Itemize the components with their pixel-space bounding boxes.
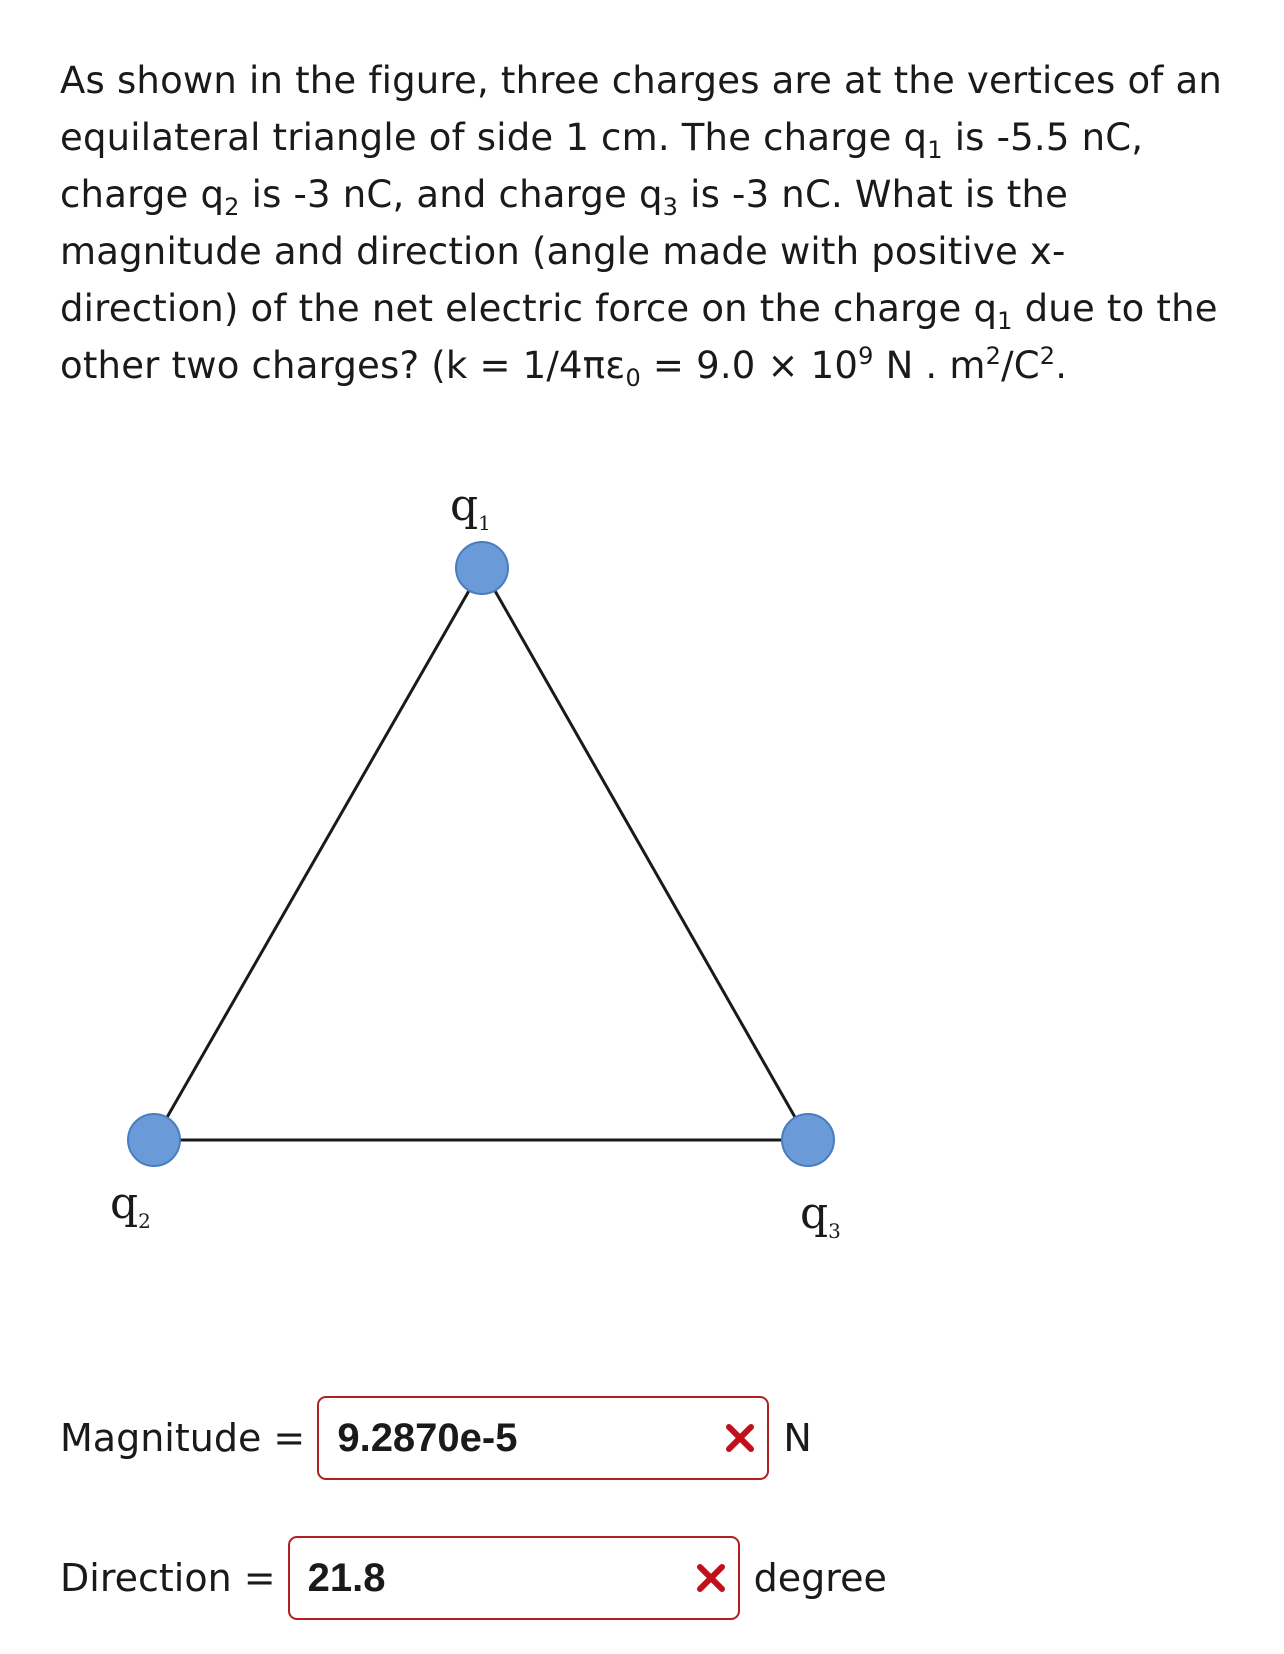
magnitude-row: [60, 1396, 812, 1480]
incorrect-icon: [694, 1561, 728, 1595]
edge-q1-q3: [482, 568, 808, 1140]
edge-q1-q2: [154, 568, 482, 1140]
label-q1: $q_1$: [450, 480, 491, 535]
label-q3: $q_3$: [800, 1188, 841, 1243]
charge-q2-node: [128, 1114, 180, 1166]
direction-row: [60, 1536, 887, 1620]
direction-input[interactable]: [288, 1536, 740, 1620]
magnitude-label: Magnitude =: [60, 1416, 318, 1460]
incorrect-icon: [723, 1421, 757, 1455]
direction-unit: degree: [753, 1556, 887, 1600]
triangle-figure: [0, 470, 1284, 1250]
charge-q1-node: [456, 542, 508, 594]
direction-label: Direction =: [60, 1556, 288, 1600]
direction-value: 21.8: [307, 1555, 386, 1600]
question-text: As shown in the figure, three charges are at the vertices of an equilateral triangle of side 1 cm. The charge $q_1$ is -5.5 nC, charge $q_2$ is -3 nC, and charge $q_3$ is -3 nC. What is the magnitude and direction (angle made with positive x-direction) of the net electric force on the charge $q_1$ due to the other two charges? ($k = 1/4\pi\varepsilon_0 = 9.0 \times 10^9$ N . $m^2/C^2$.: [60, 59, 1223, 392]
charge-q3-node: [782, 1114, 834, 1166]
label-q2: $q_2$: [110, 1178, 151, 1233]
magnitude-value: 9.2870e-5: [337, 1415, 518, 1460]
magnitude-unit: N: [783, 1416, 812, 1460]
magnitude-input[interactable]: [317, 1396, 769, 1480]
